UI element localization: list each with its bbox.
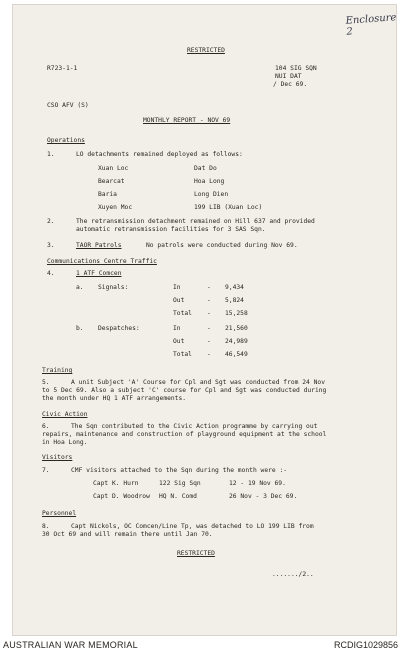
deployment-to: 199 LIB (Xuan Loc)	[194, 204, 263, 211]
para-number: 8.	[42, 523, 50, 530]
deployment-to: Dat Do	[194, 165, 217, 172]
para-number: 1.	[47, 151, 55, 158]
para-number: 6.	[42, 423, 50, 430]
traffic-label: Total	[173, 351, 192, 358]
traffic-label: In	[173, 284, 181, 291]
traffic-value: 24,989	[225, 338, 248, 345]
para-number: 5.	[42, 379, 50, 386]
visitor-dates: 12 - 19 Nov 69.	[229, 480, 286, 487]
para-text: CMF visitors attached to the Sqn during the month were :-	[71, 467, 288, 474]
unit-line-1: 104 SIG SQN	[275, 65, 317, 72]
section-heading-civic-action: Civic Action	[42, 411, 88, 418]
traffic-label: Out	[173, 297, 185, 304]
traffic-label: Out	[173, 338, 185, 345]
section-heading-training: Training	[42, 367, 73, 374]
addressee: CSO AFV (S)	[47, 102, 89, 109]
traffic-dash: -	[207, 325, 211, 332]
deployment-to: Hoa Long	[194, 178, 225, 185]
archive-footer	[0, 638, 402, 654]
para-line: Capt Nickols, OC Comcen/Line Tp, was detached to LO 199 LIB from	[71, 523, 314, 530]
section-heading-operations: Operations	[47, 137, 85, 144]
para-line: the month under HQ 1 ATF arrangements.	[42, 395, 187, 402]
section-heading-comcen: Communications Centre Traffic	[47, 258, 157, 265]
para-line: The Sqn contributed to the Civic Action programme by carrying out	[71, 423, 318, 430]
traffic-value: 46,549	[225, 351, 248, 358]
para-text: No patrols were conducted during Nov 69.	[146, 242, 298, 249]
traffic-dash: -	[207, 338, 211, 345]
visitor-name: Capt D. Woodrow	[93, 493, 150, 500]
traffic-dash: -	[207, 351, 211, 358]
traffic-label: In	[173, 325, 181, 332]
traffic-value: 9,434	[225, 284, 244, 291]
deployment-from: Baria	[98, 191, 117, 198]
sub-para-label: a.	[76, 284, 84, 291]
deployment-to: Long Dien	[194, 191, 229, 198]
traffic-dash: -	[207, 310, 211, 317]
para-number: 2.	[47, 218, 55, 225]
para-line: repairs, maintenance and construction of playground equipment at the school	[42, 431, 327, 438]
para-line: to 5 Dec 69. Also a subject 'C' course for Cpl and Sgt was conducted during	[42, 387, 327, 394]
para-line: in Hoa Long.	[42, 439, 88, 446]
visitor-name: Capt K. Hurn	[93, 480, 139, 487]
para-number: 3.	[47, 242, 55, 249]
report-title: MONTHLY REPORT - NOV 69	[143, 117, 231, 124]
unit-line-2: NUI DAT	[275, 73, 302, 80]
para-line: 30 Oct 69 and will remain there until Jan 70.	[42, 531, 213, 538]
document-page	[12, 4, 397, 636]
para-text: LO detachments remained deployed as follows:	[76, 151, 243, 158]
para-line: The retransmission detachment remained on Hill 637 and provided	[76, 218, 315, 225]
para-label: 1 ATF Comcen	[76, 270, 122, 277]
visitor-unit: 122 Sig Sqn	[159, 480, 201, 487]
archive-name: AUSTRALIAN WAR MEMORIAL	[3, 640, 138, 650]
deployment-from: Bearcat	[98, 178, 125, 185]
unit-line-3: / Dec 69.	[273, 81, 308, 88]
traffic-dash: -	[207, 297, 211, 304]
classification-header: RESTRICTED	[187, 47, 225, 54]
section-heading-personnel: Personnel	[42, 510, 77, 517]
sub-para-label: b.	[76, 325, 84, 332]
traffic-dash: -	[207, 284, 211, 291]
visitor-unit: HQ N. Comd	[159, 493, 197, 500]
visitor-dates: 26 Nov - 3 Dec 69.	[229, 493, 298, 500]
page-continuation: ......./2..	[272, 571, 314, 578]
sub-para-name: Despatches:	[98, 325, 140, 332]
classification-footer: RESTRICTED	[177, 550, 215, 557]
para-number: 4.	[47, 270, 55, 277]
para-line: automatic retransmission facilities for 3 SAS Sqn.	[76, 226, 266, 233]
para-line: A unit Subject 'A' Course for Cpl and Sgt was conducted from 24 Nov	[71, 379, 326, 386]
traffic-value: 15,258	[225, 310, 248, 317]
handwritten-annotation: Enclosure 2	[345, 12, 397, 38]
para-label: TAOR Patrols	[76, 242, 122, 249]
traffic-label: Total	[173, 310, 192, 317]
reference-number: R723-1-1	[47, 65, 78, 72]
sub-para-name: Signals:	[98, 284, 129, 291]
para-number: 7.	[42, 467, 50, 474]
archive-record-id: RCDIG1029856	[333, 640, 398, 650]
deployment-from: Xuyen Moc	[98, 204, 133, 211]
section-heading-visitors: Visitors	[42, 454, 73, 461]
traffic-value: 5,824	[225, 297, 244, 304]
traffic-value: 21,560	[225, 325, 248, 332]
deployment-from: Xuan Loc	[98, 165, 129, 172]
